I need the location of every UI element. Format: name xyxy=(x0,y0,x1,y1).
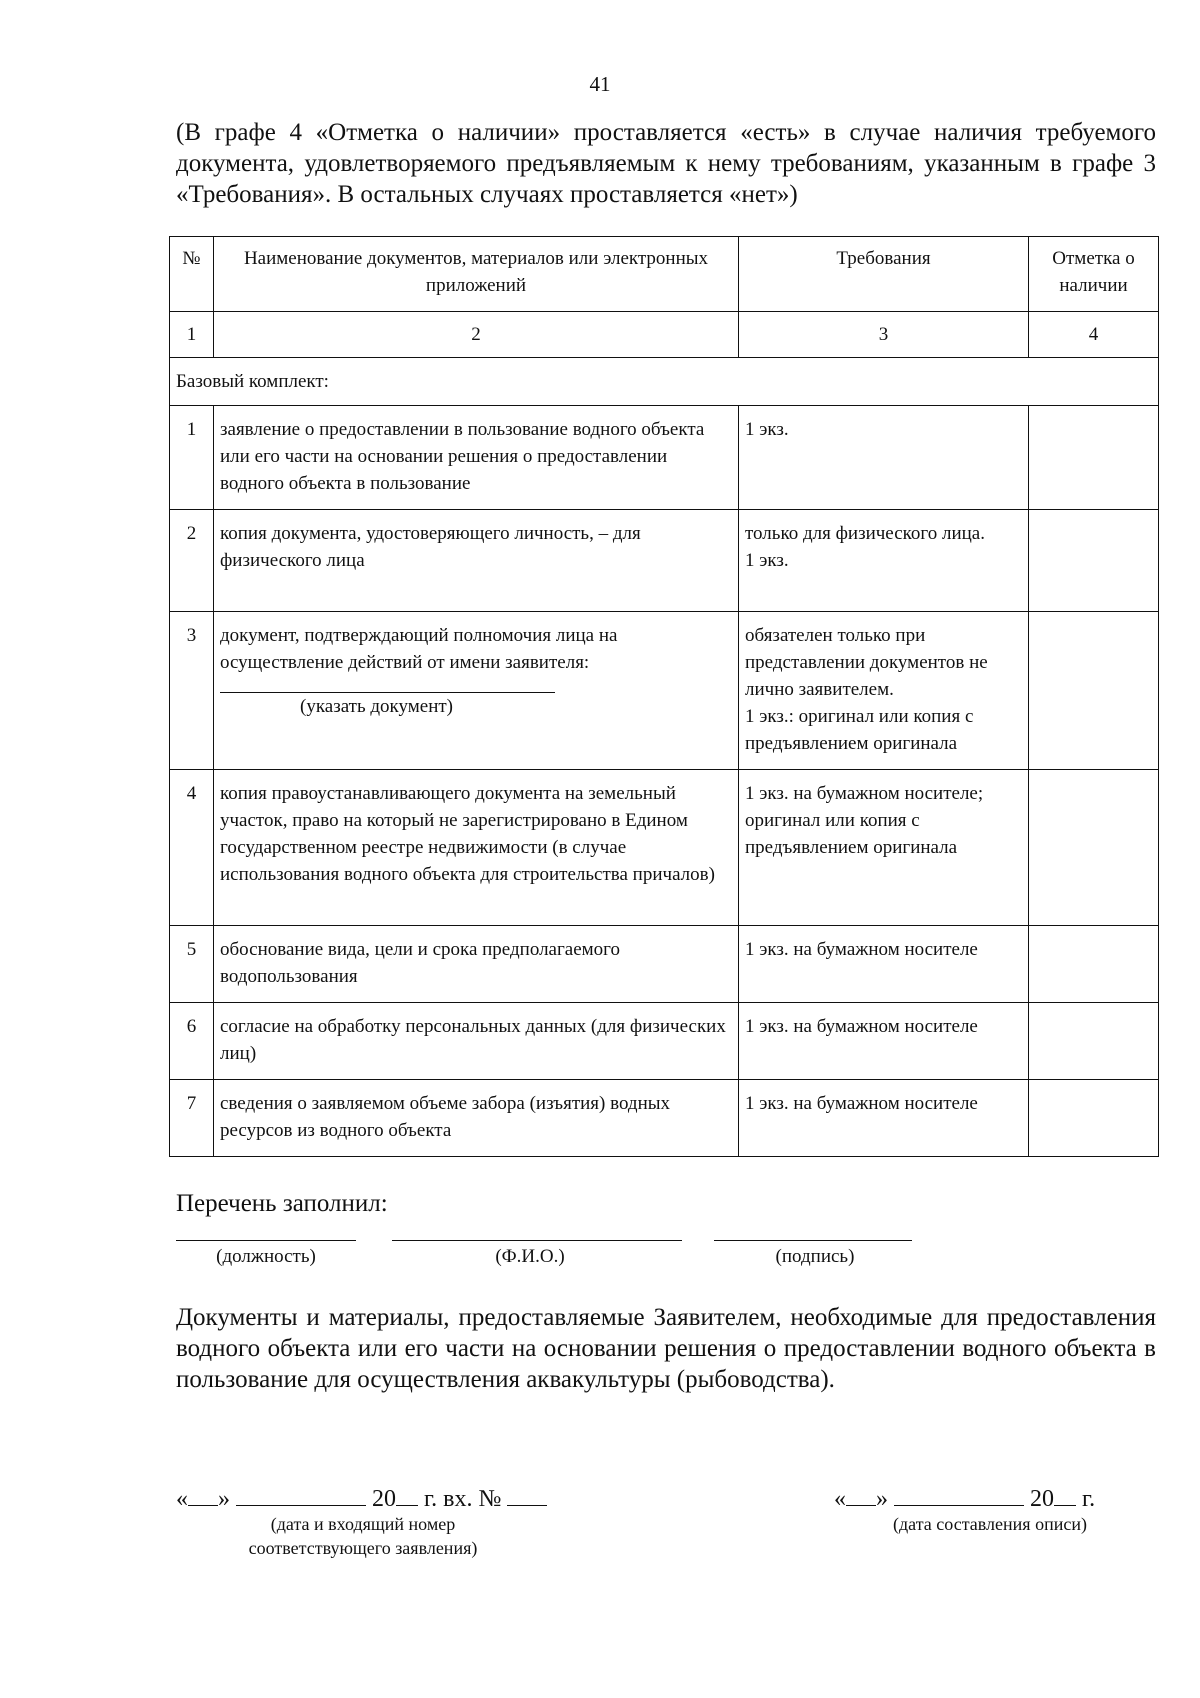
document-hint: (указать документ) xyxy=(300,696,454,717)
row-number: 7 xyxy=(170,1080,214,1157)
table-row xyxy=(170,612,1159,770)
filled-by-label: Перечень заполнил: xyxy=(176,1190,388,1217)
day-blank[interactable] xyxy=(188,1485,218,1506)
year-prefix: 20 xyxy=(1030,1486,1054,1512)
document-blank-line[interactable] xyxy=(220,676,555,693)
row-mark-cell[interactable] xyxy=(1029,1080,1159,1157)
table-row xyxy=(170,1080,1159,1157)
header-mark: Отметка о наличии xyxy=(1029,237,1159,312)
row-requirement: 1 экз. на бумажном носителе xyxy=(739,1003,1029,1080)
day-blank[interactable] xyxy=(846,1485,876,1506)
row-document-name: документ, подтверждающий полномочия лица на осуществление действий от имени заявителя: xyxy=(220,625,618,673)
table-row xyxy=(170,926,1159,1003)
header-requirements: Требования xyxy=(739,237,1029,312)
row-document-name-cell xyxy=(214,612,739,770)
row-requirement: 1 экз. xyxy=(739,406,1029,510)
intro-paragraph xyxy=(176,117,1156,210)
position-line[interactable] xyxy=(176,1240,356,1241)
quote-open: « xyxy=(834,1486,846,1512)
year-blank[interactable] xyxy=(1054,1485,1076,1506)
table-row xyxy=(170,1003,1159,1080)
row-number: 4 xyxy=(170,770,214,926)
year-blank[interactable] xyxy=(396,1485,418,1506)
table-header-row xyxy=(170,237,1159,312)
inventory-date-line xyxy=(834,1485,1095,1513)
quote-close: » xyxy=(876,1486,888,1512)
row-mark-cell[interactable] xyxy=(1029,510,1159,612)
row-requirement: обязателен только при представлении документов не лично заявителем. 1 экз.: оригинал или копия с предъявлением оригинала xyxy=(739,612,1029,770)
quote-open: « xyxy=(176,1486,188,1512)
inventory-date-caption: (дата составления описи) xyxy=(893,1514,1087,1534)
row-document-name: копия документа, удостоверяющего личность, – для физического лица xyxy=(214,510,739,612)
position-caption: (должность) xyxy=(216,1246,316,1267)
row-number: 6 xyxy=(170,1003,214,1080)
column-index: 4 xyxy=(1029,312,1159,358)
row-requirement: 1 экз. на бумажном носителе xyxy=(739,926,1029,1003)
row-number: 5 xyxy=(170,926,214,1003)
row-requirement: 1 экз. на бумажном носителе xyxy=(739,1080,1029,1157)
row-mark-cell[interactable] xyxy=(1029,926,1159,1003)
incoming-date-line xyxy=(176,1485,547,1513)
documents-table xyxy=(169,236,1159,1157)
fio-line[interactable] xyxy=(392,1240,682,1241)
column-index-row xyxy=(170,312,1159,358)
column-index: 2 xyxy=(214,312,739,358)
header-name: Наименование документов, материалов или электронных приложений xyxy=(214,237,739,312)
column-index: 1 xyxy=(170,312,214,358)
intro-text: (В графе 4 «Отметка о наличии» проставляется «есть» в случае наличия требуемого документа, удовлетворяемого предъявляемым к нему требованиям, указанным в графе 3 «Требования». В остальных случаях проставляется «нет») xyxy=(176,119,1156,208)
row-number: 1 xyxy=(170,406,214,510)
row-mark-cell[interactable] xyxy=(1029,1003,1159,1080)
row-document-name: сведения о заявляемом объеме забора (изъятия) водных ресурсов из водного объекта xyxy=(214,1080,739,1157)
row-document-name: согласие на обработку персональных данных (для физических лиц) xyxy=(214,1003,739,1080)
row-requirement: только для физического лица. 1 экз. xyxy=(739,510,1029,612)
month-blank[interactable] xyxy=(236,1485,366,1506)
column-index: 3 xyxy=(739,312,1029,358)
table-row xyxy=(170,406,1159,510)
table-row xyxy=(170,770,1159,926)
month-blank[interactable] xyxy=(894,1485,1024,1506)
page-number: 41 xyxy=(589,72,611,96)
incoming-number-blank[interactable] xyxy=(507,1485,547,1506)
quote-close: » xyxy=(218,1486,230,1512)
row-number: 3 xyxy=(170,612,214,770)
row-mark-cell[interactable] xyxy=(1029,612,1159,770)
year-suffix: г. xyxy=(1076,1486,1096,1512)
table-row xyxy=(170,510,1159,612)
closing-paragraph xyxy=(176,1302,1156,1395)
year-suffix: г. вх. № xyxy=(418,1486,502,1512)
row-document-name: копия правоустанавливающего документа на земельный участок, право на который не зарегистрировано в Едином государственном реестре недвижимости (в случае использования водного объекта для строительства причалов) xyxy=(214,770,739,926)
header-num: № xyxy=(170,237,214,312)
fio-caption: (Ф.И.О.) xyxy=(495,1246,565,1267)
signature-line[interactable] xyxy=(714,1240,912,1241)
row-document-name: обоснование вида, цели и срока предполагаемого водопользования xyxy=(214,926,739,1003)
section-label: Базовый комплект: xyxy=(170,358,1159,406)
row-requirement: 1 экз. на бумажном носителе; оригинал или копия с предъявлением оригинала xyxy=(739,770,1029,926)
signature-caption: (подпись) xyxy=(775,1246,855,1267)
row-mark-cell[interactable] xyxy=(1029,406,1159,510)
incoming-date-caption: (дата и входящий номер соответствующего заявления) xyxy=(248,1514,478,1558)
row-mark-cell[interactable] xyxy=(1029,770,1159,926)
section-row xyxy=(170,358,1159,406)
year-prefix: 20 xyxy=(372,1486,396,1512)
closing-text: Документы и материалы, предоставляемые Заявителем, необходимые для предоставления водного объекта или его части на основании решения о предоставлении водного объекта в пользование для осуществления аквакультуры (рыбоводства). xyxy=(176,1304,1156,1393)
row-number: 2 xyxy=(170,510,214,612)
row-document-name: заявление о предоставлении в пользование водного объекта или его части на основании решения о предоставлении водного объекта в пользование xyxy=(214,406,739,510)
